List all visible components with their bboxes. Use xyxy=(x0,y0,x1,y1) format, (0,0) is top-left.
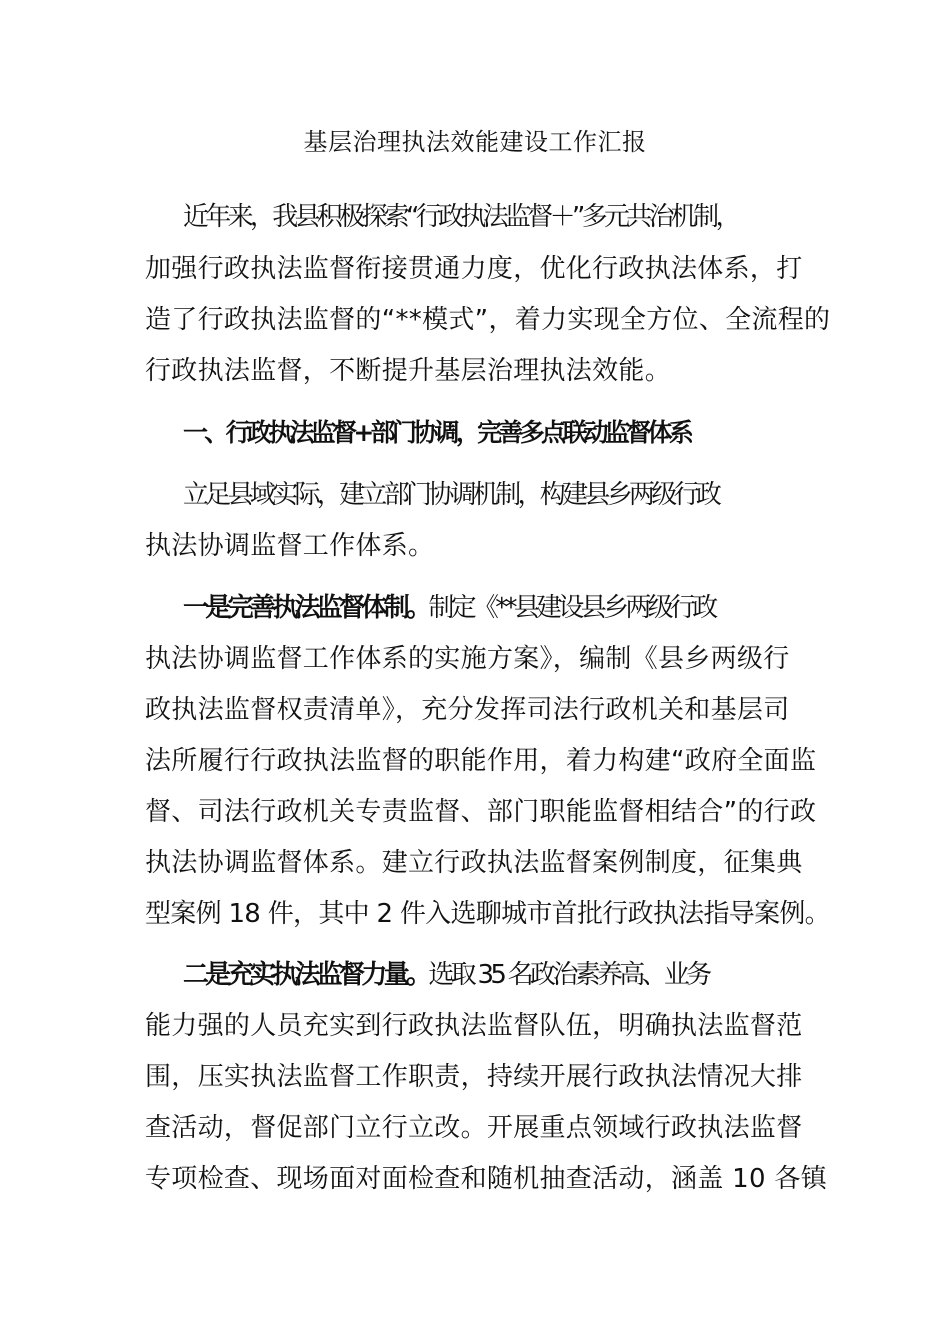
point1-line-7: 型案例 18 件，其中 2 件入选聊城市首批行政执法指导案例。 xyxy=(145,899,830,929)
point2-line-4: 查活动，督促部门立行立改。开展重点领域行政执法监督 xyxy=(145,1113,803,1143)
section1-line-1: 立足县域实际，建立部门协调机制，构建县乡两级行政 xyxy=(183,480,719,510)
intro-line-3: 造了行政执法监督的“**模式”，着力实现全方位、全流程的 xyxy=(145,305,831,335)
section1-line-2: 执法协调监督工作体系。 xyxy=(145,531,435,561)
document-title: 基层治理执法效能建设工作汇报 xyxy=(303,128,647,156)
point1-line-3: 政执法监督权责清单》，充分发挥司法行政机关和基层司 xyxy=(145,695,790,725)
intro-line-4: 行政执法监督，不断提升基层治理执法效能。 xyxy=(145,356,672,386)
point2-line-3: 围，压实执法监督工作职责，持续开展行政执法情况大排 xyxy=(145,1062,803,1092)
point2-title: 二是充实执法监督力量。 xyxy=(183,960,429,990)
point1-line-1: 制定《**县建设县乡两级行政 xyxy=(428,593,715,623)
point2-line-2: 能力强的人员充实到行政执法监督队伍，明确执法监督范 xyxy=(145,1011,803,1041)
point2-line-1: 选取 35 名政治素养高、业务 xyxy=(428,960,709,990)
point2-first-line xyxy=(183,955,833,995)
point1-line-4: 法所履行行政执法监督的职能作用，着力构建“政府全面监 xyxy=(145,746,817,776)
section1-heading: 一、行政执法监督+部门协调，完善多点联动监督体系 xyxy=(183,418,691,447)
point1-line-5: 督、司法行政机关专责监督、部门职能监督相结合”的行政 xyxy=(145,797,817,827)
point1-line-2: 执法协调监督工作体系的实施方案》，编制《县乡两级行 xyxy=(145,644,790,674)
intro-line-1: 近年来，我县积极探索“行政执法监督＋”多元共治机制， xyxy=(183,202,738,232)
intro-line-2: 加强行政执法监督衔接贯通力度，优化行政执法体系，打 xyxy=(145,254,803,284)
point1-line-6: 执法协调监督体系。建立行政执法监督案例制度，征集典 xyxy=(145,848,803,878)
point1-title: 一是完善执法监督体制。 xyxy=(183,593,429,623)
point1-first-line xyxy=(183,588,833,628)
point2-line-5: 专项检查、现场面对面检查和随机抽查活动，涵盖 10 各镇 xyxy=(145,1164,828,1194)
